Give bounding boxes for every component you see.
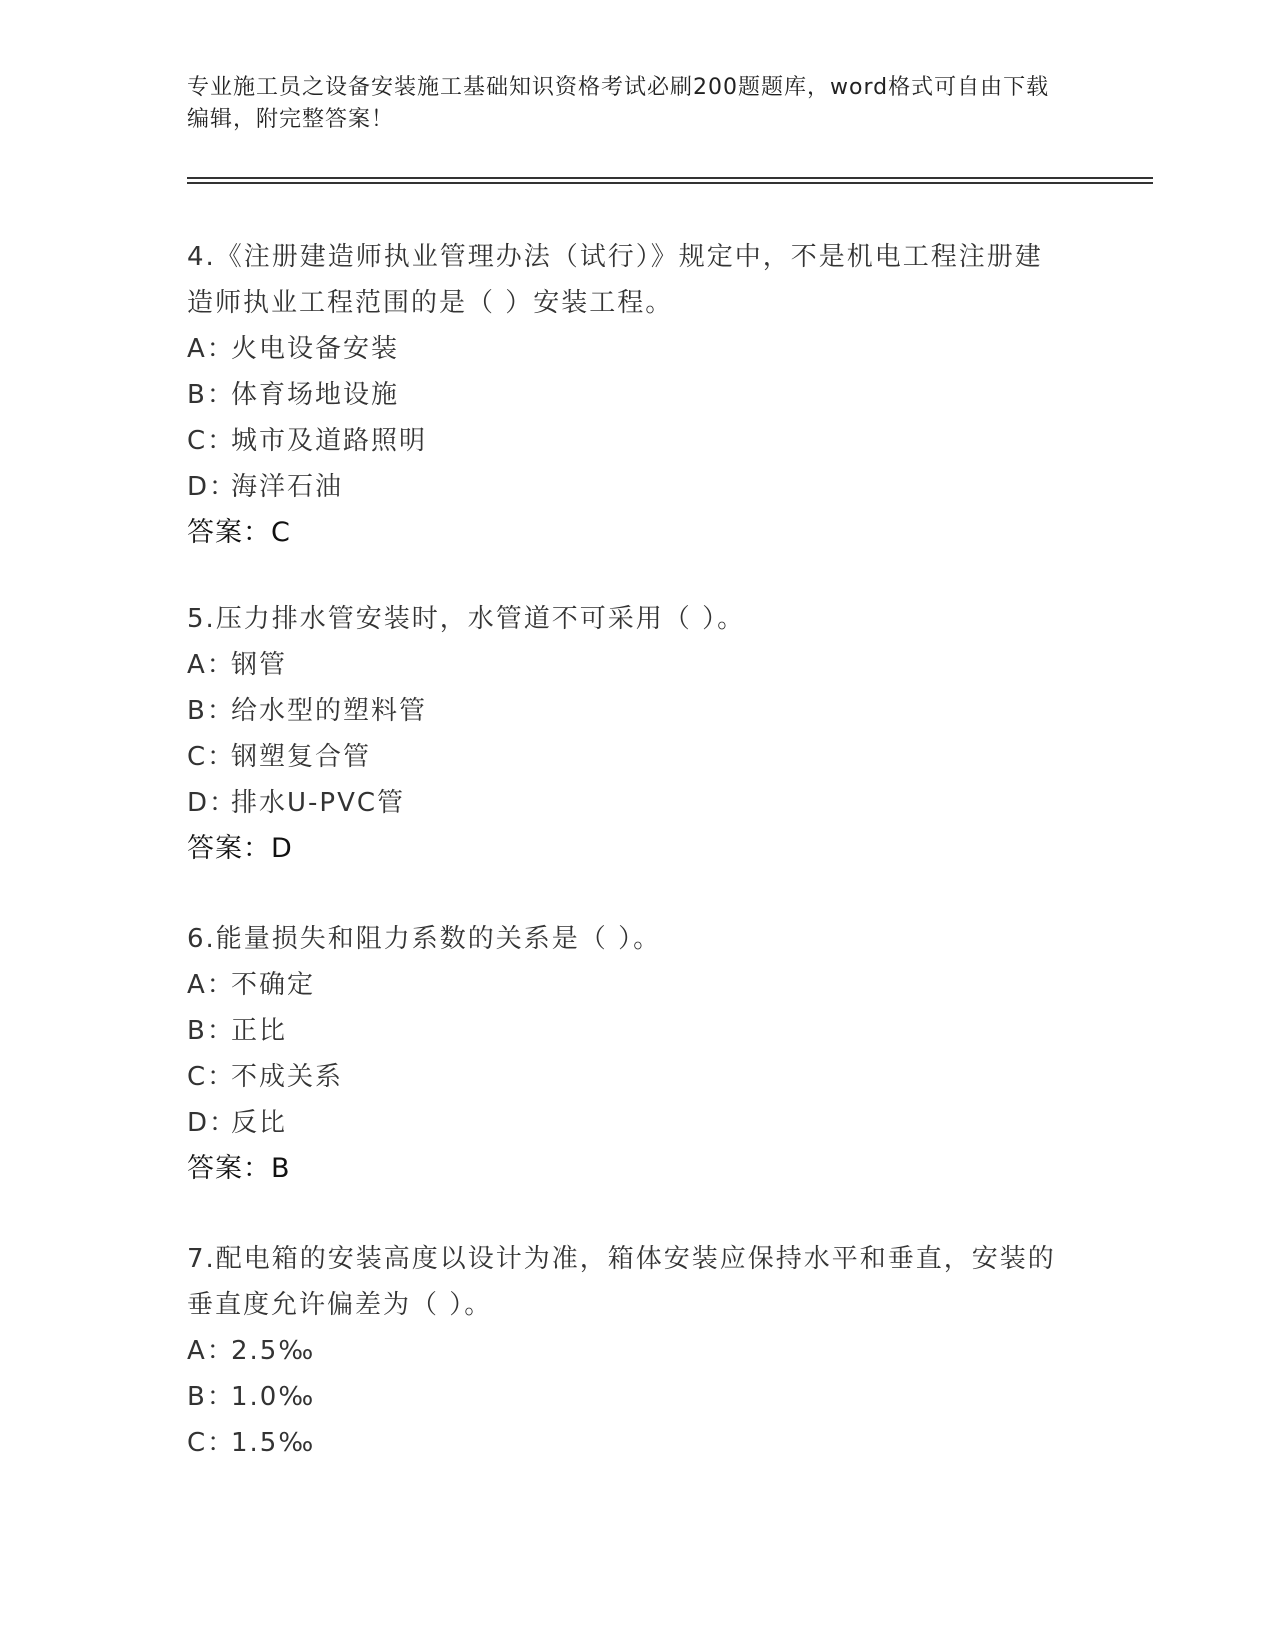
option-letter: B： <box>187 1382 235 1412</box>
option-letter: A： <box>187 334 235 364</box>
option-text: 1.0‰ <box>231 1382 316 1412</box>
option-text: 钢管 <box>231 650 288 680</box>
option-letter: C： <box>187 1062 236 1092</box>
option-a <box>187 962 1067 1008</box>
question-text: 5.压力排水管安装时，水管道不可采用（ ）。 <box>187 604 746 634</box>
option-letter: D： <box>187 1108 238 1138</box>
option-b <box>187 1008 1067 1054</box>
option-letter: C： <box>187 1428 236 1458</box>
option-letter: C： <box>187 426 236 456</box>
option-d <box>187 780 1067 826</box>
option-text: 城市及道路照明 <box>231 426 428 456</box>
option-letter: B： <box>187 380 235 410</box>
question-text: 4.《注册建造师执业管理办法（试行）》规定中，不是机电工程注册建造师执业工程范围的是（ ）安装工程。 <box>187 242 1043 318</box>
option-text: 不成关系 <box>231 1062 344 1092</box>
option-text: 不确定 <box>231 970 316 1000</box>
option-b <box>187 688 1067 734</box>
answer-line: 答案：B <box>187 1153 291 1184</box>
option-text: 正比 <box>231 1016 288 1046</box>
question-text: 6.能量损失和阻力系数的关系是（ ）。 <box>187 924 662 954</box>
option-a <box>187 642 1067 688</box>
option-letter: A： <box>187 970 235 1000</box>
option-d <box>187 1100 1067 1146</box>
header-divider-bottom <box>187 182 1153 184</box>
question-6 <box>187 916 1067 1192</box>
option-letter: A： <box>187 650 235 680</box>
option-text: 2.5‰ <box>231 1336 316 1366</box>
option-letter: A： <box>187 1336 235 1366</box>
option-text: 火电设备安装 <box>231 334 400 364</box>
option-b <box>187 1374 1067 1420</box>
option-c <box>187 1420 1067 1466</box>
question-4 <box>187 234 1067 556</box>
option-letter: C： <box>187 742 236 772</box>
answer-line: 答案：C <box>187 517 291 548</box>
option-text: 体育场地设施 <box>231 380 400 410</box>
option-letter: B： <box>187 1016 235 1046</box>
question-text: 7.配电箱的安装高度以设计为准，箱体安装应保持水平和垂直，安装的垂直度允许偏差为（ ）。 <box>187 1244 1056 1320</box>
option-letter: D： <box>187 472 238 502</box>
option-c <box>187 418 1067 464</box>
question-5 <box>187 596 1067 872</box>
option-text: 1.5‰ <box>231 1428 316 1458</box>
question-7 <box>187 1236 1067 1466</box>
option-a <box>187 326 1067 372</box>
option-letter: B： <box>187 696 235 726</box>
option-a <box>187 1328 1067 1374</box>
option-d <box>187 464 1067 510</box>
option-letter: D： <box>187 788 238 818</box>
option-text: 钢塑复合管 <box>231 742 372 772</box>
document-header: 专业施工员之设备安装施工基础知识资格考试必刷200题题库，word格式可自由下载编辑，附完整答案！ <box>187 75 1050 132</box>
option-b <box>187 372 1067 418</box>
answer-line: 答案：D <box>187 833 293 864</box>
option-c <box>187 734 1067 780</box>
option-text: 排水U-PVC管 <box>231 788 406 818</box>
option-c <box>187 1054 1067 1100</box>
option-text: 反比 <box>231 1108 288 1138</box>
option-text: 海洋石油 <box>231 472 344 502</box>
header-divider-top <box>187 177 1153 179</box>
option-text: 给水型的塑料管 <box>231 696 428 726</box>
